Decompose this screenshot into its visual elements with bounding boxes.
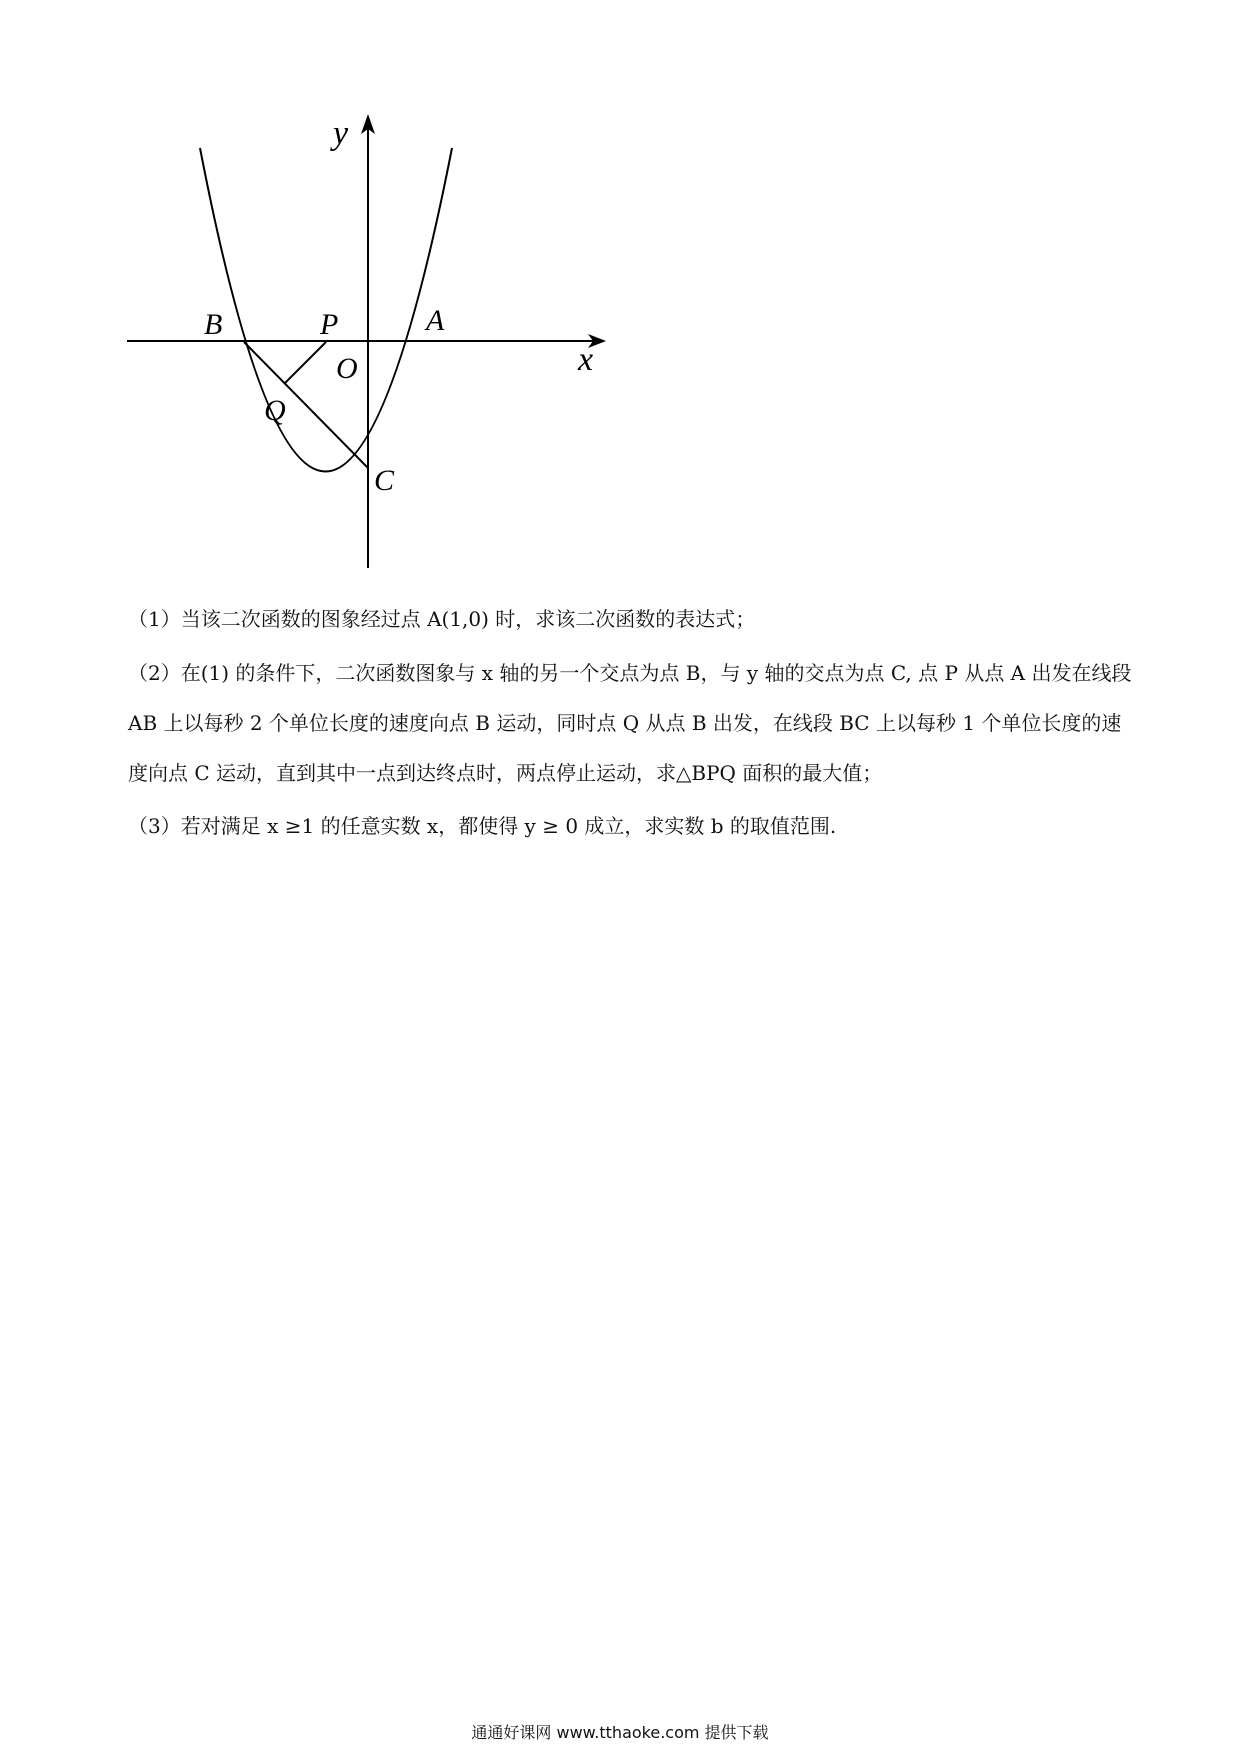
question-3-number: （3） (128, 814, 181, 838)
question-2-number: （2） (128, 661, 181, 685)
question-3-text: 若对满足 x ≥1 的任意实数 x，都使得 y ≥ 0 成立，求实数 b 的取值范围. (180, 814, 837, 838)
question-1-number: （1） (128, 607, 181, 631)
label-point-c: C (374, 464, 395, 497)
question-1 (128, 594, 1138, 644)
question-3 (128, 801, 1138, 851)
label-y-axis: y (333, 115, 349, 152)
coordinate-figure (100, 100, 620, 580)
label-point-o: O (336, 352, 358, 385)
page-footer: 通通好课网 www.tthaoke.com 提供下载 (471, 1723, 769, 1742)
question-1-text: 当该二次函数的图象经过点 A(1,0) 时，求该二次函数的表达式； (180, 607, 756, 631)
label-point-p: P (320, 308, 339, 341)
label-point-a: A (426, 304, 445, 337)
segment-pq (284, 342, 326, 384)
label-x-axis: x (578, 341, 594, 378)
question-2 (128, 648, 1138, 798)
label-point-q: Q (264, 394, 286, 427)
question-2-text: 在(1) 的条件下，二次函数图象与 x 轴的另一个交点为点 B，与 y 轴的交点为点 C, 点 P 从点 A 出发在线段 AB 上以每秒 2 个单位长度的速度向点 B 运动，同时点 Q 从点 B 出发，在线段 BC 上以每秒 1 个单位长度的速度向点 C 运动，直到其中一点到达终点时，两点停止运动，求△BPQ 面积的最大值； (128, 661, 1138, 785)
label-point-b: B (204, 308, 223, 341)
